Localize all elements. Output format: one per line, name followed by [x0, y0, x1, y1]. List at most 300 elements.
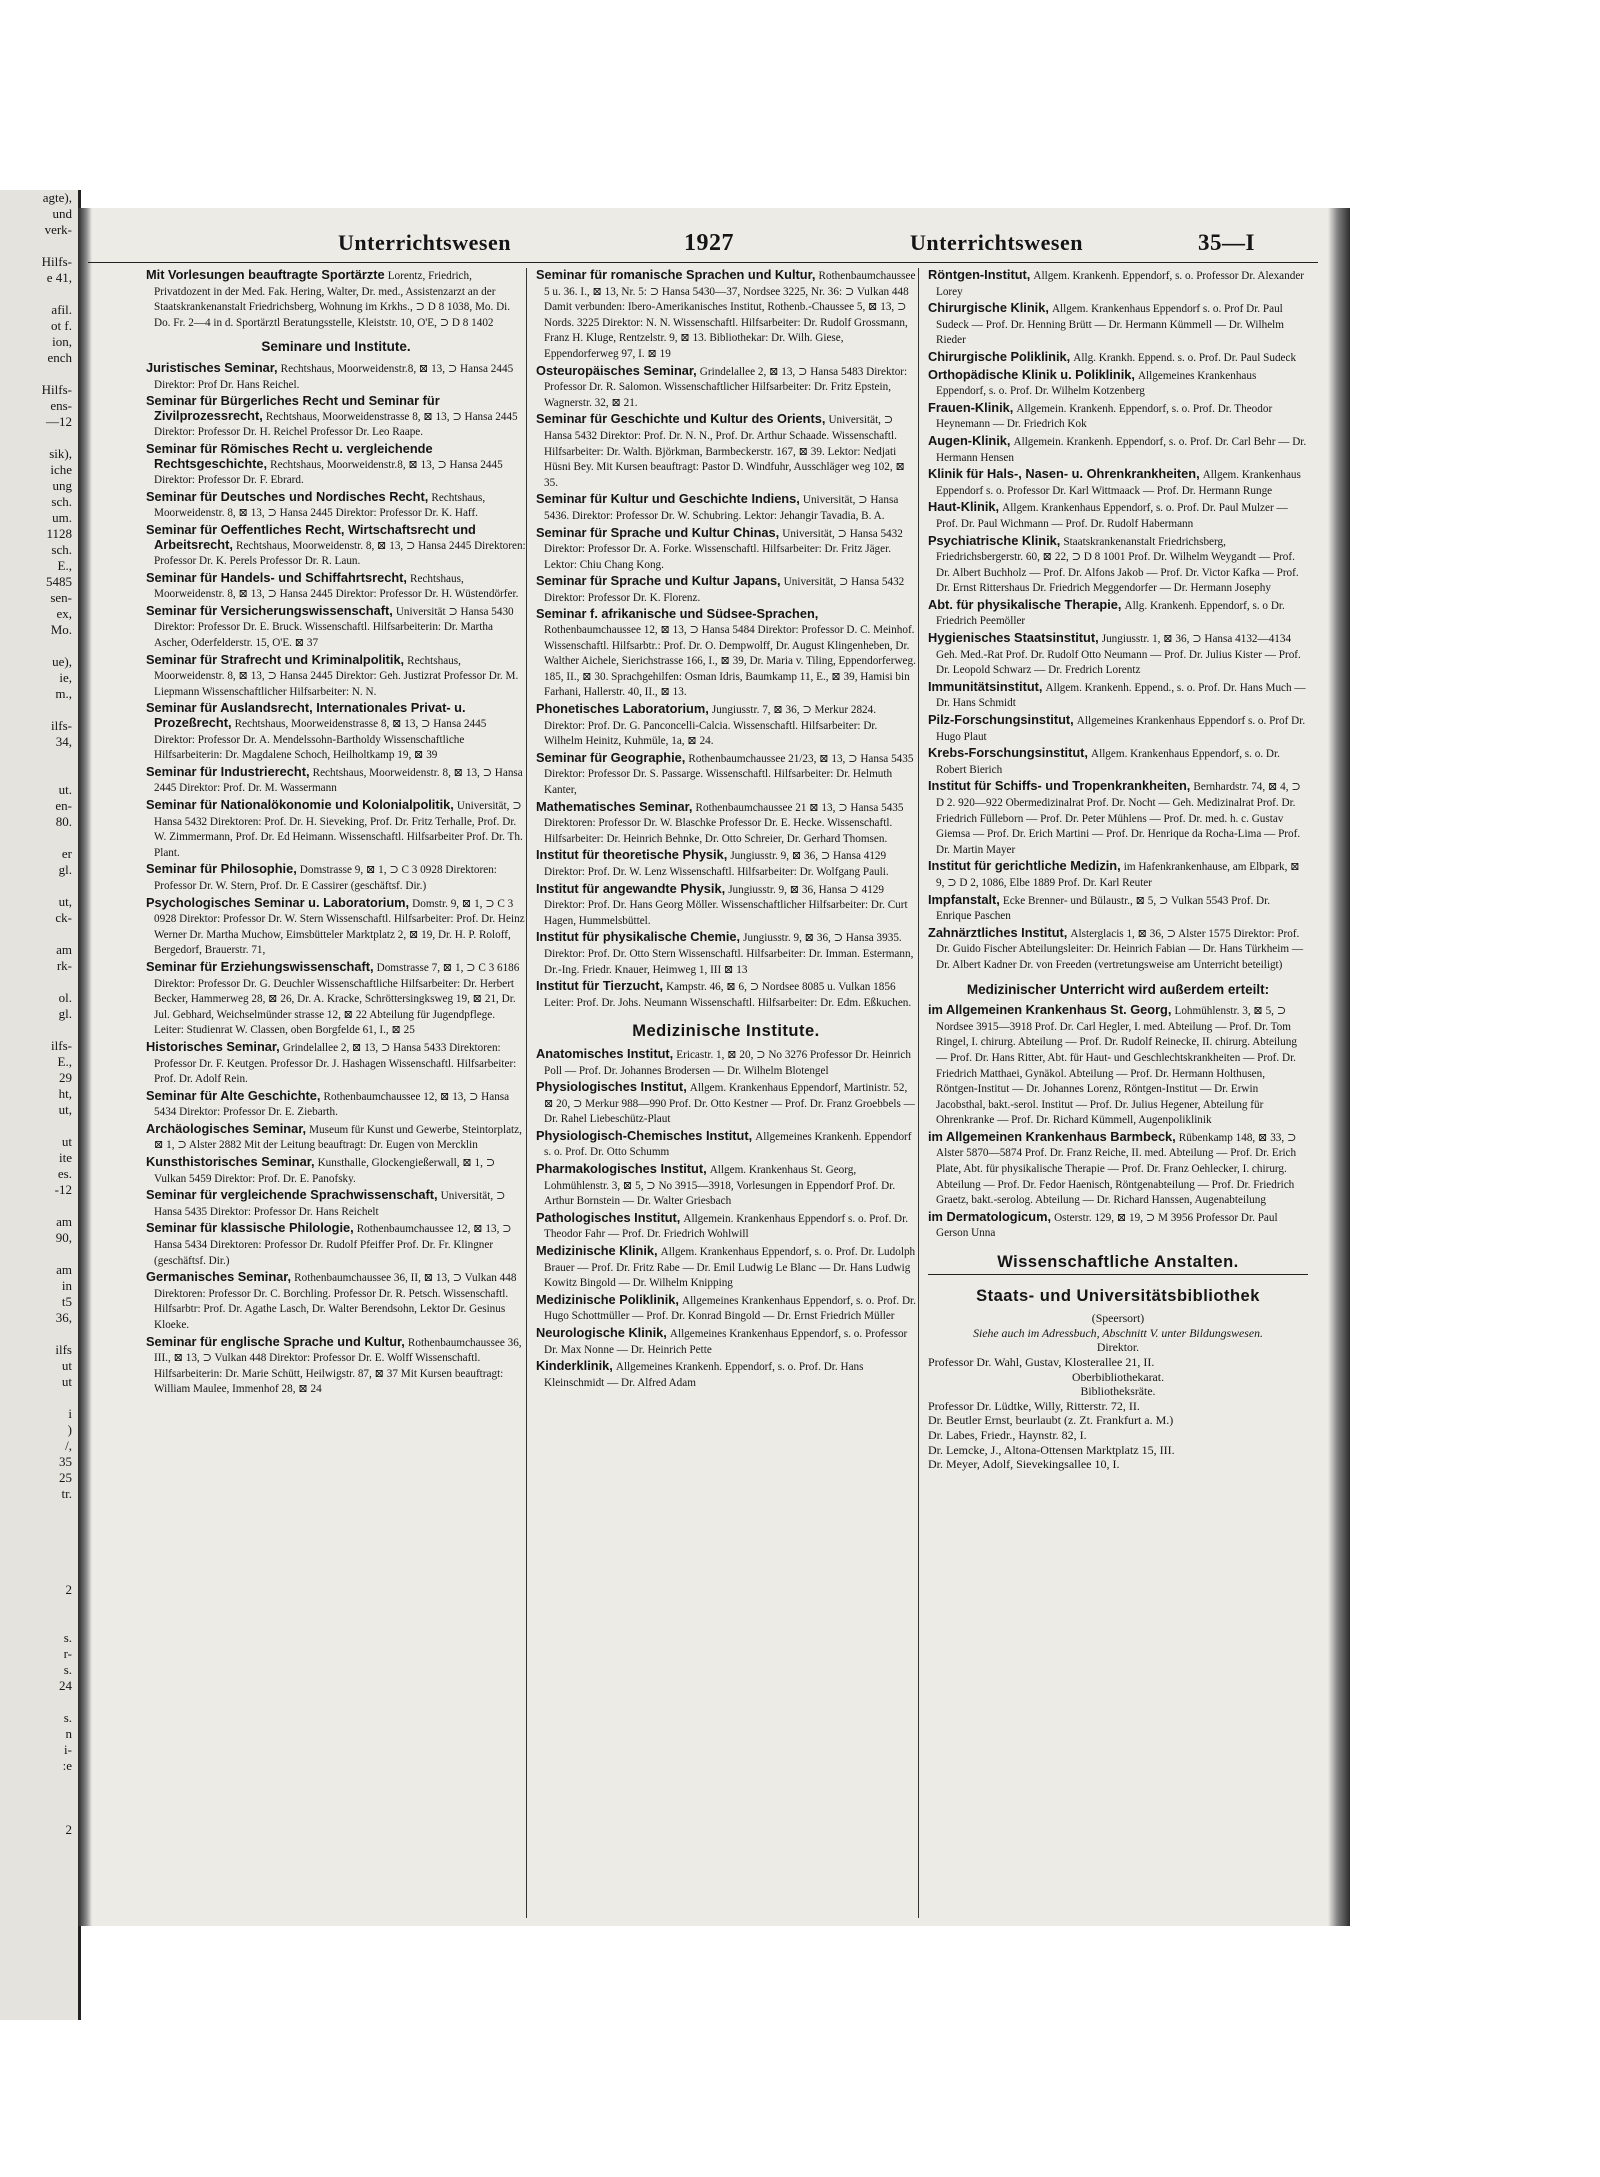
entry-details: Allgemein. Krankenh. Eppendorf, s. o. Prof. Dr. Carl Behr — Dr. Hermann Hensen [936, 435, 1307, 464]
previous-page-fragment: s. [63, 1710, 72, 1725]
directory-entry [928, 779, 1308, 857]
section-heading: Seminare und Institute. [261, 339, 411, 355]
directory-entry [928, 713, 1308, 744]
entry-details: Jungiusstr. 7, ⊠ 36, ⊃ Merkur 2824. Direktor: Prof. Dr. G. Panconcelli-Calcia. Wissenschaftl. Hilfsarbeiter: Dr. Wilhelm Heinitz, Kuhmüle, 1a, ⊠ 24. [544, 704, 878, 748]
directory-entry [146, 1188, 526, 1219]
entry-details: Universität, ⊃ Hansa 5432 Direktor: Professor Dr. A. Forke. Wissenschaftl. Hilfsarbeiter: Dr. Fritz Jäger. Lektor: Chiu Chang Kong. [544, 527, 903, 571]
entry-details: Rothenbaumchaussee 21/23, ⊠ 13, ⊃ Hansa 5435 Direktor: Professor Dr. S. Passarge. Wissenschaftl. Hilfsarbeiter: Dr. Helmuth Kanter, [544, 752, 914, 796]
centered-label: Direktor. [1096, 1340, 1140, 1355]
previous-page-fragment: s. [63, 1662, 72, 1677]
previous-page-fragment: agte), [42, 190, 72, 205]
entry-title: Seminar für Oeffentliches Recht, Wirtschaftsrecht und Arbeitsrecht, [146, 521, 476, 552]
staff-line: Professor Dr. Lüdtke, Willy, Ritterstr. 72, II. [928, 1398, 1140, 1413]
previous-page-fragment [0, 1118, 78, 1134]
previous-page-fragment: ilfs [55, 1342, 72, 1357]
previous-page-fragment [0, 1598, 78, 1614]
entry-title: Kinderklinik, [536, 1358, 613, 1374]
entry-title: Seminar f. afrikanische und Südsee-Sprachen, [536, 606, 819, 622]
entry-title: Chirurgische Poliklinik, [928, 348, 1071, 364]
previous-page-fragment [0, 638, 78, 654]
entry-details: Lorentz, Friedrich, Privatdozent in der Med. Fak. Hering, Walter, Dr. med., Assistenzarzt an der Staatskrankenanstalt Friedrichsberg, Wohnung im Krkhs., ⊃ D 8 1038, Mo. Di. Do. Fr. 2—4 in d. Sportärztl Beratungsstelle, Kleiststr. 10, O'E, ⊃ D 8 1402 [154, 270, 511, 329]
previous-page-fragment: ut, [58, 894, 72, 909]
previous-page-fragment: ion, [52, 334, 72, 349]
entry-details: Universität, ⊃ Hansa 5432 Direktor: Prof. Dr. N. N., Prof. Dr. Arthur Schaade. Wissenschaftl. Hilfsarbeiter: Dr. Walth. Björkman, Barmbeckerstr. 167, ⊠ 39. Lektor: Nedjati Hüsni Bey. Mit Kursen beauftragt: Pastor D. Windfuhr, Ausschläger weg 102, ⊠ 35. [544, 414, 905, 489]
entry-title: Medizinische Klinik, [536, 1243, 658, 1259]
previous-page-fragment [0, 1566, 78, 1582]
entry-title: Phonetisches Laboratorium, [536, 701, 709, 717]
previous-page-fragment: s. [63, 1630, 72, 1645]
directory-entry [146, 1040, 526, 1087]
entry-title: Klinik für Hals-, Nasen- u. Ohrenkrankheiten, [928, 466, 1200, 482]
entry-details: Allgem. Krankenhaus Eppendorf, s. o. Prof. Dr. Paul Mulzer — Prof. Dr. Paul Wichmann — Prof. Dr. Rudolf Habermann [936, 502, 1288, 530]
previous-page-fragment: rk- [56, 958, 72, 973]
entry-details: im Hafenkrankenhause, am Elbpark, ⊠ 9, ⊃ D 2, 1086, Elbe 1889 Prof. Dr. Karl Reuter [936, 861, 1300, 889]
directory-entry [536, 607, 916, 700]
entry-details: Rothenbaumchaussee 36, III., ⊠ 13, ⊃ Vulkan 448 Direktor: Professor Dr. E. Wolff Wissenschaftl. Hilfsarbeiterin: Dr. Marie Schütt, Heilwigstr. 87, ⊠ 37 Mit Kursen beauftragt: William Maulee, Immenhof 28, ⊠ 24 [154, 1336, 522, 1396]
previous-page-fragment: am [56, 1262, 72, 1277]
directory-entry [536, 412, 916, 490]
entry-title: Kunsthistorisches Seminar, [146, 1154, 315, 1170]
directory-entry [146, 490, 526, 521]
entry-details: Allgem. Krankenh. Eppend., s. o. Prof. Dr. Hans Much — Dr. Hans Schmidt [936, 681, 1306, 710]
entry-details: Allgem. Krankenhaus Eppendorf, s. o. Prof. Dr. Ludolph Brauer — Prof. Dr. Fritz Rabe — Dr. Emil Ludwig Le Blanc — Dr. Hans Ludwig Kowitz Bingold — Dr. Wilhelm Knipping [544, 1246, 916, 1290]
directory-entry [146, 1155, 526, 1186]
entry-title: Institut für theoretische Physik, [536, 847, 728, 863]
entry-title: Seminar für englische Sprache und Kultur, [146, 1333, 405, 1349]
entry-title: Seminar für Römisches Recht u. vergleichende Rechtsgeschichte, [146, 440, 433, 471]
previous-page-fragment [0, 238, 78, 254]
previous-page-fragment: E., [57, 1054, 72, 1069]
column-3 [928, 268, 1308, 1472]
previous-page-fragment [0, 926, 78, 942]
directory-entry [536, 848, 916, 879]
directory-entry [146, 268, 526, 330]
entry-title: Seminar für Geschichte und Kultur des Orients, [536, 411, 826, 427]
directory-entry [536, 702, 916, 749]
directory-entry [146, 765, 526, 796]
entry-details: Allgemeines Krankenh. Eppendorf, s. o. Prof. Dr. Hans Kleinschmidt — Dr. Alfred Adam [544, 1361, 864, 1389]
previous-page-fragment: um. [52, 510, 72, 525]
previous-page-fragment: in [61, 1278, 72, 1293]
entry-title: Psychiatrische Klinik, [928, 532, 1061, 548]
previous-page-fragment: ) [67, 1422, 72, 1437]
previous-page-fragment [0, 1198, 78, 1214]
directory-entry [928, 350, 1308, 366]
directory-entry [928, 1130, 1308, 1208]
entry-title: Seminar für Alte Geschichte, [146, 1087, 321, 1103]
entry-details: Allgem. Krankenhaus Eppendorf, Martinistr. 52, ⊠ 20, ⊃ Merkur 988—990 Prof. Dr. Otto Kestner — Prof. Dr. Franz Groebbels — Dr. Rahel Liebeschütz-Plaut [544, 1082, 915, 1126]
centered-label: (Speersort) [1091, 1311, 1145, 1326]
directory-entry [928, 1003, 1308, 1128]
centered-label: Oberbibliothekarat. [1071, 1369, 1165, 1384]
entry-details: Rothenbaumchaussee 12, ⊠ 13, ⊃ Hansa 5484 Direktor: Professor D. C. Meinhof. Wissenschaftl. Hilfsarbtr.: Prof. Dr. O. Dempwolff, Dr. August Klingenheben, Dr. Walther Aichele, Sierichstrasse 166, I., ⊠ 39, Dr. Maria v. Tiling, Eppendorferweg. 185, II., ⊠ 30. Sprachgehilfen: Osman Idris, Baumkamp 11, E., ⊠ 39, Hamisi bin Farhani, Hallerstr. 40, II., ⊠ 13. [544, 624, 916, 699]
directory-entry [146, 604, 526, 651]
previous-page-fragment: 34, [55, 734, 72, 749]
previous-page-fragment [0, 1614, 78, 1630]
section-heading: Medizinische Institute. [632, 1022, 820, 1041]
entry-title: im Allgemeinen Krankenhaus Barmbeck, [928, 1128, 1176, 1144]
section-heading: Wissenschaftliche Anstalten. [928, 1255, 1308, 1275]
staff-line: Dr. Beutler Ernst, beurlaubt (z. Zt. Frankfurt a. M.) [928, 1413, 1174, 1428]
entry-details: Allgemeines Krankenhaus Eppendorf s. o. Prof Dr. Hugo Plaut [936, 715, 1306, 743]
directory-entry [146, 361, 526, 392]
entry-details: Kunsthalle, Glockengießerwall, ⊠ 1, ⊃ Vulkan 5459 Direktor: Prof. Dr. E. Panofsky. [154, 1157, 496, 1185]
scanned-page [78, 208, 1350, 1926]
previous-page-fragment: ut, [58, 1102, 72, 1117]
previous-page-fragment: 90, [55, 1230, 72, 1245]
directory-entry [928, 268, 1308, 299]
directory-entry [536, 1244, 916, 1291]
previous-page-fragment [0, 1518, 78, 1534]
directory-entry [536, 492, 916, 523]
entry-details: Rothenbaumchaussee 12, ⊠ 13, ⊃ Hansa 5434 Direktoren: Professor Dr. Rudolf Pfeiffer Prof. Dr. Fr. Klingner (geschäftsf. Dir.) [154, 1223, 512, 1267]
entry-title: Augen-Klinik, [928, 432, 1011, 448]
directory-entry [536, 1293, 916, 1324]
entry-title: Seminar für Industrierecht, [146, 763, 310, 779]
previous-page-fragment [0, 1694, 78, 1710]
entry-title: Seminar für Auslandsrecht, Internationales Privat- u. Prozeßrecht, [146, 700, 466, 731]
directory-entry [536, 1080, 916, 1127]
entry-details: Allg. Krankenh. Eppendorf, s. o Dr. Friedrich Peemöller [936, 599, 1285, 628]
previous-page-fragment: ck- [55, 910, 72, 925]
entry-details: Universität ⊃ Hansa 5430 Direktor: Professor Dr. E. Bruck. Wissenschaftl. Hilfsarbeiterin: Dr. Martha Ascher, Oderfelderstr. 15, O'E. ⊠ 37 [154, 605, 514, 650]
directory-entry [146, 653, 526, 700]
entry-title: Institut für Tierzucht, [536, 978, 664, 994]
entry-title: Seminar für Strafrecht und Kriminalpolitik, [146, 651, 405, 667]
staff-line: Dr. Lemcke, J., Altona-Ottensen Marktplatz 15, III. [928, 1442, 1175, 1457]
entry-title: Seminar für Deutsches und Nordisches Recht, [146, 488, 429, 504]
column-1 [146, 268, 526, 1399]
directory-entry [146, 1221, 526, 1268]
previous-page-fragment: gl. [58, 862, 72, 877]
previous-page-fragment: t5 [61, 1294, 72, 1309]
entry-title: Juristisches Seminar, [146, 359, 278, 375]
directory-entry [928, 301, 1308, 348]
previous-page-fragment: Hilfs- [41, 382, 72, 397]
entry-details: Universität, ⊃ Hansa 5432 Direktor: Professor Dr. K. Florenz. [544, 576, 905, 604]
directory-entry [928, 859, 1308, 890]
directory-entry [928, 1210, 1308, 1241]
entry-title: Neurologische Klinik, [536, 1325, 667, 1340]
entry-title: Seminar für vergleichende Sprachwissenschaft, [146, 1187, 438, 1203]
previous-page-fragment: sch. [51, 494, 72, 509]
previous-page-fragment: ut. [58, 782, 72, 797]
previous-page-fragment: ilfs- [51, 1038, 72, 1053]
entry-details: Museum für Kunst und Gewerbe, Steintorplatz, ⊠ 1, ⊃ Alster 2882 Mit der Leitung beauftragt: Dr. Eugen von Mercklin [154, 1123, 522, 1152]
directory-entry [928, 401, 1308, 432]
previous-page-fragment: Mo. [50, 622, 72, 637]
directory-entry [536, 751, 916, 798]
previous-page-fragment: 5485 [46, 574, 72, 589]
previous-page-fragment: 2 [65, 1822, 72, 1837]
entry-title: Mit Vorlesungen beauftragte Sportärzte [146, 267, 385, 282]
entry-details: Allgemeines Krankenhaus Eppendorf, s. o. Professor Dr. Max Nonne — Dr. Heinrich Pette [544, 1328, 908, 1356]
previous-page-fragment: verk- [44, 222, 72, 237]
entry-title: Pathologisches Institut, [536, 1209, 681, 1225]
directory-entry [536, 1211, 916, 1242]
entry-details: Alsterglacis 1, ⊠ 36, ⊃ Alster 1575 Direktor: Prof. Dr. Guido Fischer Abteilungsleiter: Dr. Heinrich Fabian — Dr. Hans Türkheim — Dr. Albert Kadner Dr. von Freeden (vertretungsweise am Unterricht beteiligt) [936, 927, 1304, 971]
directory-entry [146, 1335, 526, 1397]
entry-title: Historisches Seminar, [146, 1038, 280, 1054]
previous-page-fragment [0, 1774, 78, 1790]
entry-title: Immunitätsinstitut, [928, 678, 1043, 694]
previous-page-fragment [0, 366, 78, 382]
directory-entry [536, 526, 916, 573]
directory-entry [146, 394, 526, 440]
previous-page-fragment: ot f. [51, 318, 72, 333]
previous-page-fragment: /, [65, 1438, 72, 1453]
previous-page-fragment: ie, [59, 670, 72, 685]
previous-page-fragment: 1128 [46, 526, 72, 541]
entry-title: Physiologisches Institut, [536, 1079, 687, 1095]
previous-page-fragment [0, 1326, 78, 1342]
directory-entry [928, 534, 1308, 596]
entry-details: Rothenbaumchaussee 21 ⊠ 13, ⊃ Hansa 5435 Direktoren: Professor Dr. W. Blaschke Professor Dr. E. Hecke. Wissenschaftl. Hilfsarbeiter: Dr. Heinrich Behnke, Dr. Otto Schreier, Dr. Gerhard Thomsen. [544, 801, 904, 845]
entry-details: Allgemein. Krankenh. Eppendorf, s. o. Prof. Dr. Theodor Heynemann — Dr. Friedrich Kok [936, 402, 1273, 431]
directory-entry [928, 631, 1308, 678]
previous-page-fragment: gl. [58, 1006, 72, 1021]
directory-entry [146, 798, 526, 860]
directory-entry [928, 368, 1308, 399]
entry-title: Abt. für physikalische Therapie, [928, 596, 1122, 612]
entry-title: Osteuropäisches Seminar, [536, 362, 697, 378]
entry-title: Seminar für Sprache und Kultur Japans, [536, 573, 781, 589]
previous-page-fragment [0, 830, 78, 846]
previous-page-fragment: Hilfs- [41, 254, 72, 269]
entry-details: Osterstr. 129, ⊠ 19, ⊃ M 3956 Professor Dr. Paul Gerson Unna [936, 1211, 1278, 1240]
entry-details: Rechtshaus, Moorweidenstrasse 8, ⊠ 13, ⊃ Hansa 2445 Direktor: Professor Dr. H. Reichel Professor Dr. Leo Raape. [154, 410, 518, 439]
previous-page-fragment: n [65, 1726, 72, 1741]
staff-line: Dr. Meyer, Adolf, Sievekingsallee 10, I. [928, 1457, 1120, 1472]
library-heading: Staats- und Universitätsbibliothek [976, 1286, 1260, 1305]
entry-title: Seminar für Philosophie, [146, 861, 297, 877]
previous-page-fragment: ilfs- [51, 718, 72, 733]
entry-title: Archäologisches Seminar, [146, 1120, 307, 1136]
previous-page-fragment: -12 [54, 1182, 72, 1197]
entry-details: Allgem. Krankenhaus Eppendorf, s. o. Dr. Robert Bierich [936, 748, 1280, 776]
entry-details: Rothenbaumchaussee 36, II, ⊠ 13, ⊃ Vulkan 448 Direktoren: Professor Dr. C. Borchling. Professor Dr. R. Petsch. Wissenschaftl. Hilfsarbtr: Prof. Dr. Agathe Lasch, Dr. Walter Berendsohn, Lektor Dr. Gesinus Kloeke. [154, 1272, 517, 1331]
page-edge-shadow [1328, 208, 1350, 1926]
previous-page-fragment: 29 [59, 1070, 72, 1085]
previous-page-fragment: m., [55, 686, 72, 701]
previous-page-fragment: am [56, 942, 72, 957]
previous-page-fragment: ut [61, 1374, 72, 1389]
directory-entry [536, 882, 916, 929]
previous-page-fragment [0, 1022, 78, 1038]
entry-details: Universität, ⊃ Hansa 5432 Direktoren: Prof. Dr. H. Sieveking, Prof. Dr. Fritz Terhalle, Prof. Dr. W. Zimmermann, Prof. Dr. Ed Heimann. Wissenschaftl. Hilfsarbeiter Prof. Dr. Th. Plant. [154, 800, 523, 859]
previous-page-fragment: r- [63, 1646, 72, 1661]
previous-page-fragment [0, 286, 78, 302]
previous-page-fragment [0, 878, 78, 894]
directory-entry [928, 926, 1308, 973]
directory-entry [536, 930, 916, 977]
centered-label: Bibliotheksräte. [1080, 1384, 1156, 1399]
previous-page-fragment: 36, [55, 1310, 72, 1325]
directory-entry [536, 1129, 916, 1160]
entry-title: Mathematisches Seminar, [536, 798, 693, 814]
previous-page-fragment: —12 [46, 414, 72, 429]
entry-details: Jungiusstr. 1, ⊠ 36, ⊃ Hansa 4132—4134 Geh. Med.-Rat Prof. Dr. Rudolf Otto Neumann — Prof. Dr. Julius Kister — Prof. Dr. Leopold Schwarz — Dr. Fredrich Lorentz [936, 633, 1301, 677]
entry-details: Domstrasse 7, ⊠ 1, ⊃ C 3 6186 Direktor: Professor Dr. G. Deuchler Wissenschaftliche Hilfsarbeiter: Dr. Herbert Becker, Hammerweg 28, ⊠ 26, Dr. A. Kracke, Schröttersingksweg 19, ⊠ 21, Dr. Jul. Gebhard, Weichselmünder strasse 12, ⊠ 22 Abteilung für Jugendpflege. Leiter: Studienrat W. Classen, oben Borgfelde 61, I., ⊠ 25 [154, 961, 520, 1037]
entry-details: Jungiusstr. 9, ⊠ 36, ⊃ Hansa 3935. Direktor: Prof. Dr. Otto Stern Wissenschaftl. Hilfsarbeiter: Dr. Imman. Estermann, Dr.-Ing. Friedr. Knauer, Heimweg 1, III ⊠ 13 [544, 932, 914, 976]
entry-title: Germanisches Seminar, [146, 1269, 292, 1285]
directory-entry [536, 574, 916, 605]
entry-title: Krebs-Forschungsinstitut, [928, 745, 1088, 761]
entry-title: Haut-Klinik, [928, 499, 1000, 515]
previous-page-fragment: ench [47, 350, 72, 365]
entry-details: Jungiusstr. 9, ⊠ 36, Hansa ⊃ 4129 Direktor: Prof. Dr. Hans Georg Möller. Wissenschaftlicher Hilfsarbeiter: Dr. Curt Hagen, Hummelsbüttel. [544, 883, 908, 927]
entry-details: Allgemeines Krankenhaus Eppendorf, s. o. Prof. Dr. Hugo Schottmüller — Prof. Dr. Konrad Bingold — Dr. Ernst Friedrich Müller [544, 1294, 916, 1323]
previous-page-fragment: iche [50, 462, 72, 477]
running-head-right: Unterrichtswesen [910, 230, 1083, 255]
entry-details: Rechtshaus, Moorweidenstr. 8, ⊠ 13, ⊃ Hansa 2445 Direktor: Professor Dr. H. Wüstendörfer. [154, 572, 519, 601]
entry-details: Rechtshaus, Moorweidenstr. 8, ⊠ 13, ⊃ Hansa 2445 Direktor: Prof. Dr. M. Wassermann [154, 766, 523, 795]
previous-page-fragment [0, 974, 78, 990]
directory-entry [536, 364, 916, 411]
entry-details: Universität, ⊃ Hansa 5435 Direktor: Professor Dr. Hans Reichelt [154, 1190, 506, 1218]
column-rule-2 [918, 268, 919, 1918]
previous-page-fragment: ut [61, 1134, 72, 1149]
entry-title: Institut für physikalische Chemie, [536, 929, 741, 945]
entry-details: Rechtshaus, Moorweidenstr. 8, ⊠ 13, ⊃ Hansa 2445 Direktor: Professor Dr. K. Haff. [154, 491, 486, 520]
entry-details: Allg. Krankh. Eppend. s. o. Prof. Dr. Paul Sudeck [1073, 351, 1297, 364]
cross-reference-note: Siehe auch im Adressbuch, Abschnitt V. unter Bildungswesen. [973, 1325, 1263, 1340]
entry-details: Allgem. Krankenhaus Eppendorf s. o. Prof Dr. Paul Sudeck — Prof. Dr. Henning Brütt — Dr. Hermann Kümmell — Dr. Wilhelm Rieder [936, 303, 1284, 347]
previous-page-fragment: E., [57, 558, 72, 573]
entry-title: Medizinische Poliklinik, [536, 1291, 679, 1307]
previous-page-fragment: 2 [65, 1582, 72, 1597]
entry-details: Staatskrankenanstalt Friedrichsberg, Friedrichsbergerstr. 60, ⊠ 22, ⊃ D 8 1001 Prof. Dr. Wilhelm Weygandt — Prof. Dr. Albert Buchholz — Prof. Dr. Alfons Jakob — Prof. Dr. Victor Kafka — Prof. Dr. Ernst Rittershaus Dr. Friedrich Meggendorfer — Dr. Hermann Josephy [936, 535, 1299, 595]
previous-page-fragment: 35 [59, 1454, 72, 1469]
previous-page-fragment: en- [55, 798, 72, 813]
previous-page-edge [0, 190, 81, 2020]
directory-entry [146, 1089, 526, 1120]
previous-page-fragment: ue), [52, 654, 72, 669]
directory-entry [536, 979, 916, 1010]
previous-page-fragment: er [61, 846, 72, 861]
directory-entry [146, 1270, 526, 1332]
previous-page-fragment: 24 [59, 1678, 72, 1693]
entry-details: Bernhardstr. 74, ⊠ 4, ⊃ D 2. 920—922 Obermedizinalrat Prof. Dr. Nocht — Geh. Medizinalrat Prof. Dr. Friedrich Fülleborn — Prof. Dr. Peter Mühlens — Prof. Dr. med. h. c. Gustav Giemsa — Prof. Dr. Erich Martini — Prof. Dr. Henrique da Rocha-Lima — Prof. Dr. Martin Mayer [936, 781, 1301, 856]
entry-title: Seminar für Geographie, [536, 749, 686, 765]
entry-title: Zahnärztliches Institut, [928, 924, 1068, 940]
directory-entry [928, 434, 1308, 465]
entry-title: Pharmakologisches Institut, [536, 1161, 707, 1177]
column-2 [536, 268, 916, 1392]
directory-entry [536, 1047, 916, 1078]
directory-entry [146, 896, 526, 958]
entry-details: Rothenbaumchaussee 5 u. 36. I., ⊠ 13, Nr. 5: ⊃ Hansa 5430—37, Nordsee 3225, Nr. 36: ⊃ Vulkan 448 Damit verbunden: Ibero-Amerikanisches Institut, Rothenb.-Chaussee 5, ⊠ 13, ⊃ Nords. 3225 Direktor: N. N. Wissenschaftl. Hilfsarbeiter: Dr. Rudolf Grossmann, Franz H. Kluge, Rentzelstr. 9, ⊠ 13. Bibliothekar: Dr. Wilh. Giese, Eppendorferweg 97, I. ⊠ 19 [544, 270, 916, 360]
entry-title: Röntgen-Institut, [928, 267, 1031, 282]
previous-page-fragment: i- [64, 1742, 72, 1757]
entry-details: Grindelallee 2, ⊠ 13, ⊃ Hansa 5483 Direktor: Professor Dr. R. Salomon. Wissenschaftlicher Hilfsarbeiter: Dr. Fritz Epstein, Wagnerstr. 32, ⊠ 21. [544, 365, 908, 409]
entry-title: Seminar für klassische Philologie, [146, 1220, 354, 1236]
directory-entry [146, 442, 526, 488]
directory-entry [928, 680, 1308, 711]
entry-details: Rübenkamp 148, ⊠ 33, ⊃ Alster 5870—5874 Prof. Dr. Franz Reiche, II. med. Abteilung — Prof. Dr. Erich Plate, Abt. für physikalische Therapie — Prof. Dr. Franz Oehlecker, I. chirurg. Abteilung — Prof. Dr. Fedor Haenisch, Röntgenabteilung — Prof. Dr. Friedrich Graetz, bakt.-serolog. Abteilung — Dr. Richard Hanssen, Augenabteilung [936, 1131, 1297, 1207]
previous-page-fragment [0, 702, 78, 718]
entry-details: Kampstr. 46, ⊠ 6, ⊃ Nordsee 8085 u. Vulkan 1856 Leiter: Prof. Dr. Johs. Neumann Wissenschaftl. Hilfsarbeiter: Dr. Edm. Eßkuchen. [544, 981, 912, 1009]
entry-title: Seminar für Versicherungswissenschaft, [146, 602, 393, 618]
previous-page-fragment [0, 750, 78, 766]
directory-entry [928, 893, 1308, 924]
entry-title: Institut für angewandte Physik, [536, 880, 726, 896]
previous-page-fragment [0, 430, 78, 446]
directory-entry [536, 1162, 916, 1209]
entry-title: Seminar für Sprache und Kultur Chinas, [536, 524, 780, 540]
running-head [88, 208, 1318, 263]
running-head-left: Unterrichtswesen [338, 230, 511, 255]
directory-entry [146, 1122, 526, 1153]
entry-title: Seminar für Bürgerliches Recht und Seminar für Zivilprozessrecht, [146, 393, 440, 423]
previous-page-fragment: afil. [51, 302, 72, 317]
previous-page-fragment: i [68, 1406, 72, 1421]
directory-entry [146, 523, 526, 569]
previous-page-fragment: sik), [49, 446, 72, 461]
previous-page-fragment [0, 1534, 78, 1550]
entry-details: Rechtshaus, Moorweidenstr.8, ⊠ 13, ⊃ Hansa 2445 Direktor: Prof Dr. Hans Reichel. [154, 362, 514, 391]
entry-title: Pilz-Forschungsinstitut, [928, 712, 1074, 728]
previous-page-fragment [0, 1790, 78, 1806]
previous-page-fragment: ol. [58, 990, 72, 1005]
entry-title: Seminar für romanische Sprachen und Kultur, [536, 267, 816, 282]
directory-entry [928, 598, 1308, 629]
entry-details: Rechtshaus, Moorweidenstr.8, ⊠ 13, ⊃ Hansa 2445 Direktor: Professor Dr. F. Ebrard. [154, 458, 503, 487]
entry-details: Lohmühlenstr. 3, ⊠ 5, ⊃ Nordsee 3915—3918 Prof. Dr. Carl Hegler, I. med. Abteilung — Prof. Dr. Tom Ringel, I. chirurg. Abteilung — Prof. Dr. Rudolf Reinecke, II. chirurg. Abteilung — Prof. Dr. Hans Ritter, Abt. für Haut- und Geschlechtskrankheiten — Prof. Dr. Friedrich Matthaei, Gynäkol. Abteilung — Prof. Dr. Hermann Holthusen, Röntgen-Institut — Dr. Johannes Lorenz, Röntgen-Institut — Dr. Erwin Jacobsthal, bakt.-serol. Institut — Prof. Dr. Julius Hegener, Abteilung für Ohrenkranke — Prof. Dr. Richard Kümmell, Augenpoliklinik [936, 1005, 1297, 1127]
entry-title: im Allgemeinen Krankenhaus St. Georg, [928, 1002, 1172, 1018]
entry-title: Anatomisches Institut, [536, 1045, 674, 1061]
entry-title: Chirurgische Klinik, [928, 300, 1049, 316]
page-number: 35—I [1198, 230, 1255, 255]
previous-page-fragment: es. [57, 1166, 72, 1181]
directory-entry [146, 701, 526, 762]
previous-page-fragment: und [52, 206, 72, 221]
section-heading: Medizinischer Unterricht wird außerdem erteilt: [966, 981, 1270, 997]
previous-page-fragment: ite [59, 1150, 72, 1165]
previous-page-fragment [0, 1550, 78, 1566]
entry-title: im Dermatologicum, [928, 1208, 1052, 1224]
entry-details: Domstrasse 9, ⊠ 1, ⊃ C 3 0928 Direktoren: Professor Dr. W. Stern, Prof. Dr. E Cassirer (geschäftsf. Dir.) [154, 864, 497, 892]
directory-entry [928, 746, 1308, 777]
entry-details: Ecke Brenner- und Bülaustr., ⊠ 5, ⊃ Vulkan 5543 Prof. Dr. Enrique Paschen [936, 894, 1271, 923]
entry-details: Rechtshaus, Moorweidenstr. 8, ⊠ 13, ⊃ Hansa 2445 Direktoren: Professor Dr. K. Perels Professor Dr. R. Laun. [154, 539, 526, 568]
previous-page-fragment: 25 [59, 1470, 72, 1485]
previous-page-fragment: 80. [55, 814, 72, 829]
staff-line: Dr. Labes, Friedr., Haynstr. 82, I. [928, 1427, 1087, 1442]
staff-line: Professor Dr. Wahl, Gustav, Klosterallee 21, II. [928, 1355, 1155, 1369]
entry-details: Ericastr. 1, ⊠ 20, ⊃ No 3276 Professor Dr. Heinrich Poll — Prof. Dr. Johannes Brodersen — Dr. Wilhelm Blotengel [544, 1048, 911, 1077]
entry-details: Rechtshaus, Moorweidenstr. 8, ⊠ 13, ⊃ Hansa 2445 Direktor: Geh. Justizrat Professor Dr. M. Liepmann Wissenschaftlicher Hilfsarbeiter: N. N. [154, 654, 519, 698]
entry-details: Grindelallee 2, ⊠ 13, ⊃ Hansa 5433 Direktoren: Professor Dr. F. Keutgen. Professor Dr. J. Hashagen Wissenschaftl. Hilfsarbeiter: Prof. Dr. Adolf Rein. [154, 1041, 517, 1086]
previous-page-fragment: sen- [50, 590, 72, 605]
directory-entry [928, 467, 1308, 498]
previous-page-fragment: am [56, 1214, 72, 1229]
directory-entry [146, 960, 526, 1038]
entry-details: Allgem. Krankenhaus St. Georg, Lohmühlenstr. 3, ⊠ 5, ⊃ No 3915—3918, Vorlesungen in Eppendorf Prof. Dr. Arthur Bornstein — Dr. Walter Griesbach [544, 1164, 896, 1208]
entry-details: Rothenbaumchaussee 12, ⊠ 13, ⊃ Hansa 5434 Direktor: Professor Dr. E. Ziebarth. [154, 1090, 510, 1119]
entry-title: Hygienisches Staatsinstitut, [928, 630, 1099, 646]
entry-title: Seminar für Nationalökonomie und Kolonialpolitik, [146, 797, 454, 812]
entry-title: Seminar für Erziehungswissenschaft, [146, 958, 374, 974]
column-rule-1 [526, 268, 527, 1918]
directory-entry [536, 800, 916, 847]
page-gutter-shadow [78, 208, 92, 1926]
previous-page-fragment [0, 1502, 78, 1518]
previous-page-fragment: :e [62, 1758, 72, 1773]
entry-title: Institut für Schiffs- und Tropenkrankheiten, [928, 778, 1191, 794]
entry-details: Allgemein. Krankenhaus Eppendorf s. o. Prof. Dr. Theodor Fahr — Prof. Dr. Friedrich Wohlwill [544, 1212, 909, 1241]
previous-page-fragment [0, 1806, 78, 1822]
